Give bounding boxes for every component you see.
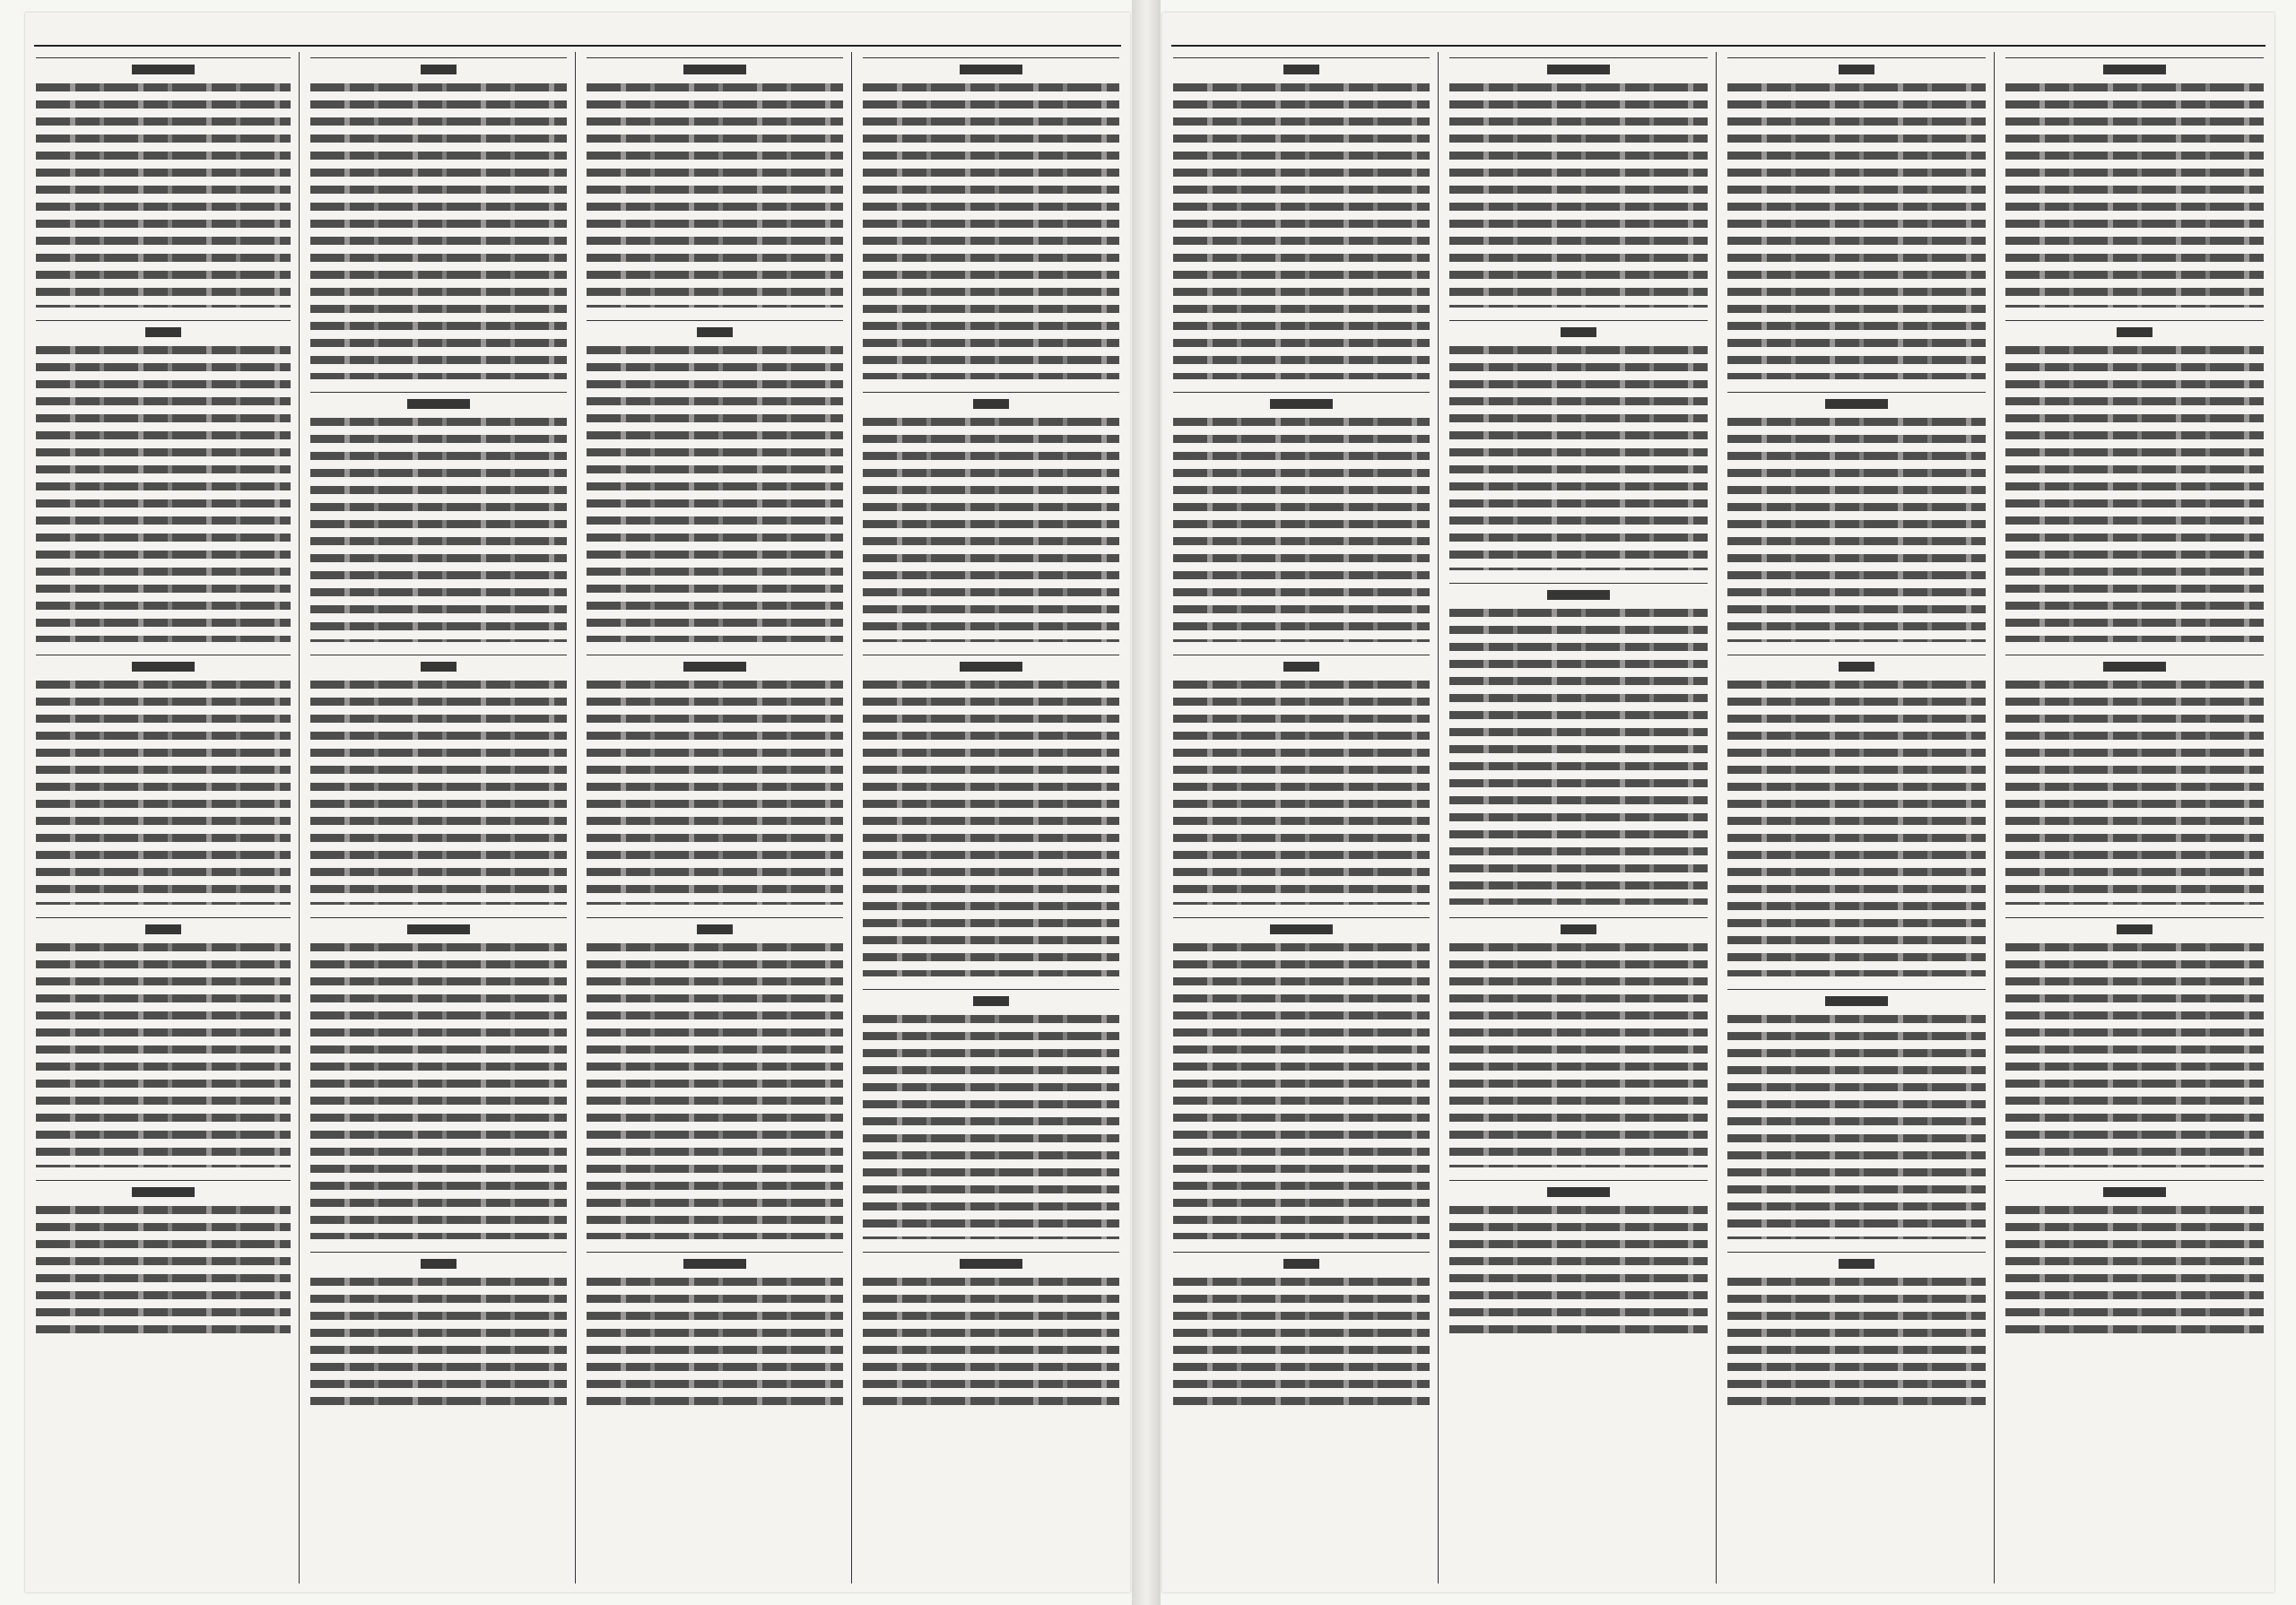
right-page-header	[1162, 20, 2274, 43]
notice-text	[1449, 83, 1708, 308]
left-page-column-1	[857, 52, 1125, 1583]
notice-heading	[587, 655, 843, 675]
notice-heading	[1727, 57, 1986, 78]
notice-text	[310, 943, 567, 1239]
notice-heading	[587, 320, 843, 341]
notice-heading	[1173, 917, 1430, 938]
notice-text	[1727, 83, 1986, 379]
notice-heading	[587, 57, 843, 78]
notice-heading	[1727, 989, 1986, 1010]
notice-heading	[587, 917, 843, 938]
notice-text	[1727, 418, 1986, 642]
notice-text	[587, 346, 843, 642]
column-divider	[1716, 52, 1717, 1583]
notice-text	[2005, 346, 2264, 642]
notice-heading	[310, 392, 567, 412]
notice-text	[2005, 943, 2264, 1167]
left-page-column-4	[30, 52, 296, 1583]
left-page-column-3	[305, 52, 572, 1583]
notice-text	[36, 1206, 291, 1340]
left-page-header	[25, 20, 1130, 43]
notice-text	[1449, 943, 1708, 1167]
notice-heading	[1727, 655, 1986, 675]
right-page-header-rule	[1171, 45, 2266, 47]
notice-text	[587, 1278, 843, 1412]
notice-text	[2005, 1206, 2264, 1340]
notice-text	[1173, 418, 1430, 642]
notice-text	[1173, 83, 1430, 379]
notice-heading	[863, 1252, 1119, 1272]
notice-heading	[587, 1252, 843, 1272]
notice-heading	[1449, 320, 1708, 341]
notice-heading	[1173, 57, 1430, 78]
notice-heading	[36, 1180, 291, 1201]
right-page-column-1	[2000, 52, 2269, 1583]
notice-heading	[36, 917, 291, 938]
notice-heading	[36, 320, 291, 341]
notice-text	[863, 1278, 1119, 1412]
right-page-column-3	[1444, 52, 1713, 1583]
notice-heading	[2005, 655, 2264, 675]
notice-text	[587, 681, 843, 905]
column-divider	[851, 52, 852, 1583]
column-divider	[1994, 52, 1995, 1583]
notice-heading	[1449, 1180, 1708, 1201]
notice-text	[587, 83, 843, 308]
column-divider	[1438, 52, 1439, 1583]
notice-text	[1727, 1278, 1986, 1412]
column-divider	[575, 52, 576, 1583]
notice-text	[36, 943, 291, 1167]
notice-text	[863, 681, 1119, 976]
notice-text	[310, 418, 567, 642]
notice-text	[1449, 609, 1708, 905]
notice-text	[1173, 681, 1430, 905]
notice-text	[1449, 1206, 1708, 1340]
notice-text	[1727, 681, 1986, 976]
notice-heading	[1173, 392, 1430, 412]
notice-heading	[1727, 1252, 1986, 1272]
notice-heading	[1449, 917, 1708, 938]
notice-heading	[36, 655, 291, 675]
notice-heading	[2005, 320, 2264, 341]
notice-text	[36, 83, 291, 308]
notice-heading	[863, 655, 1119, 675]
notice-heading	[863, 989, 1119, 1010]
right-page	[1162, 13, 2274, 1592]
notice-text	[2005, 83, 2264, 308]
column-divider	[299, 52, 300, 1583]
notice-heading	[1449, 583, 1708, 603]
notice-text	[310, 1278, 567, 1412]
notice-text	[587, 943, 843, 1239]
notice-text	[1173, 1278, 1430, 1412]
notice-text	[863, 83, 1119, 379]
notice-text	[310, 681, 567, 905]
notice-heading	[2005, 917, 2264, 938]
notice-heading	[2005, 1180, 2264, 1201]
left-page-header-rule	[34, 45, 1121, 47]
notice-heading	[36, 57, 291, 78]
notice-heading	[863, 392, 1119, 412]
notice-heading	[310, 1252, 567, 1272]
notice-text	[863, 418, 1119, 642]
right-page-column-4	[1168, 52, 1435, 1583]
notice-heading	[863, 57, 1119, 78]
notice-heading	[1173, 655, 1430, 675]
notice-heading	[310, 57, 567, 78]
notice-text	[36, 681, 291, 905]
left-page-column-2	[581, 52, 848, 1583]
notice-heading	[2005, 57, 2264, 78]
notice-heading	[1173, 1252, 1430, 1272]
notice-text	[1173, 943, 1430, 1239]
notice-text	[36, 346, 291, 642]
notice-heading	[1727, 392, 1986, 412]
notice-text	[310, 83, 567, 379]
left-page	[25, 13, 1130, 1592]
notice-heading	[1449, 57, 1708, 78]
notice-heading	[310, 917, 567, 938]
right-page-column-2	[1722, 52, 1991, 1583]
notice-text	[863, 1015, 1119, 1239]
notice-text	[1449, 346, 1708, 570]
binding-gutter	[1132, 0, 1161, 1605]
notice-text	[2005, 681, 2264, 905]
notice-heading	[310, 655, 567, 675]
notice-text	[1727, 1015, 1986, 1239]
